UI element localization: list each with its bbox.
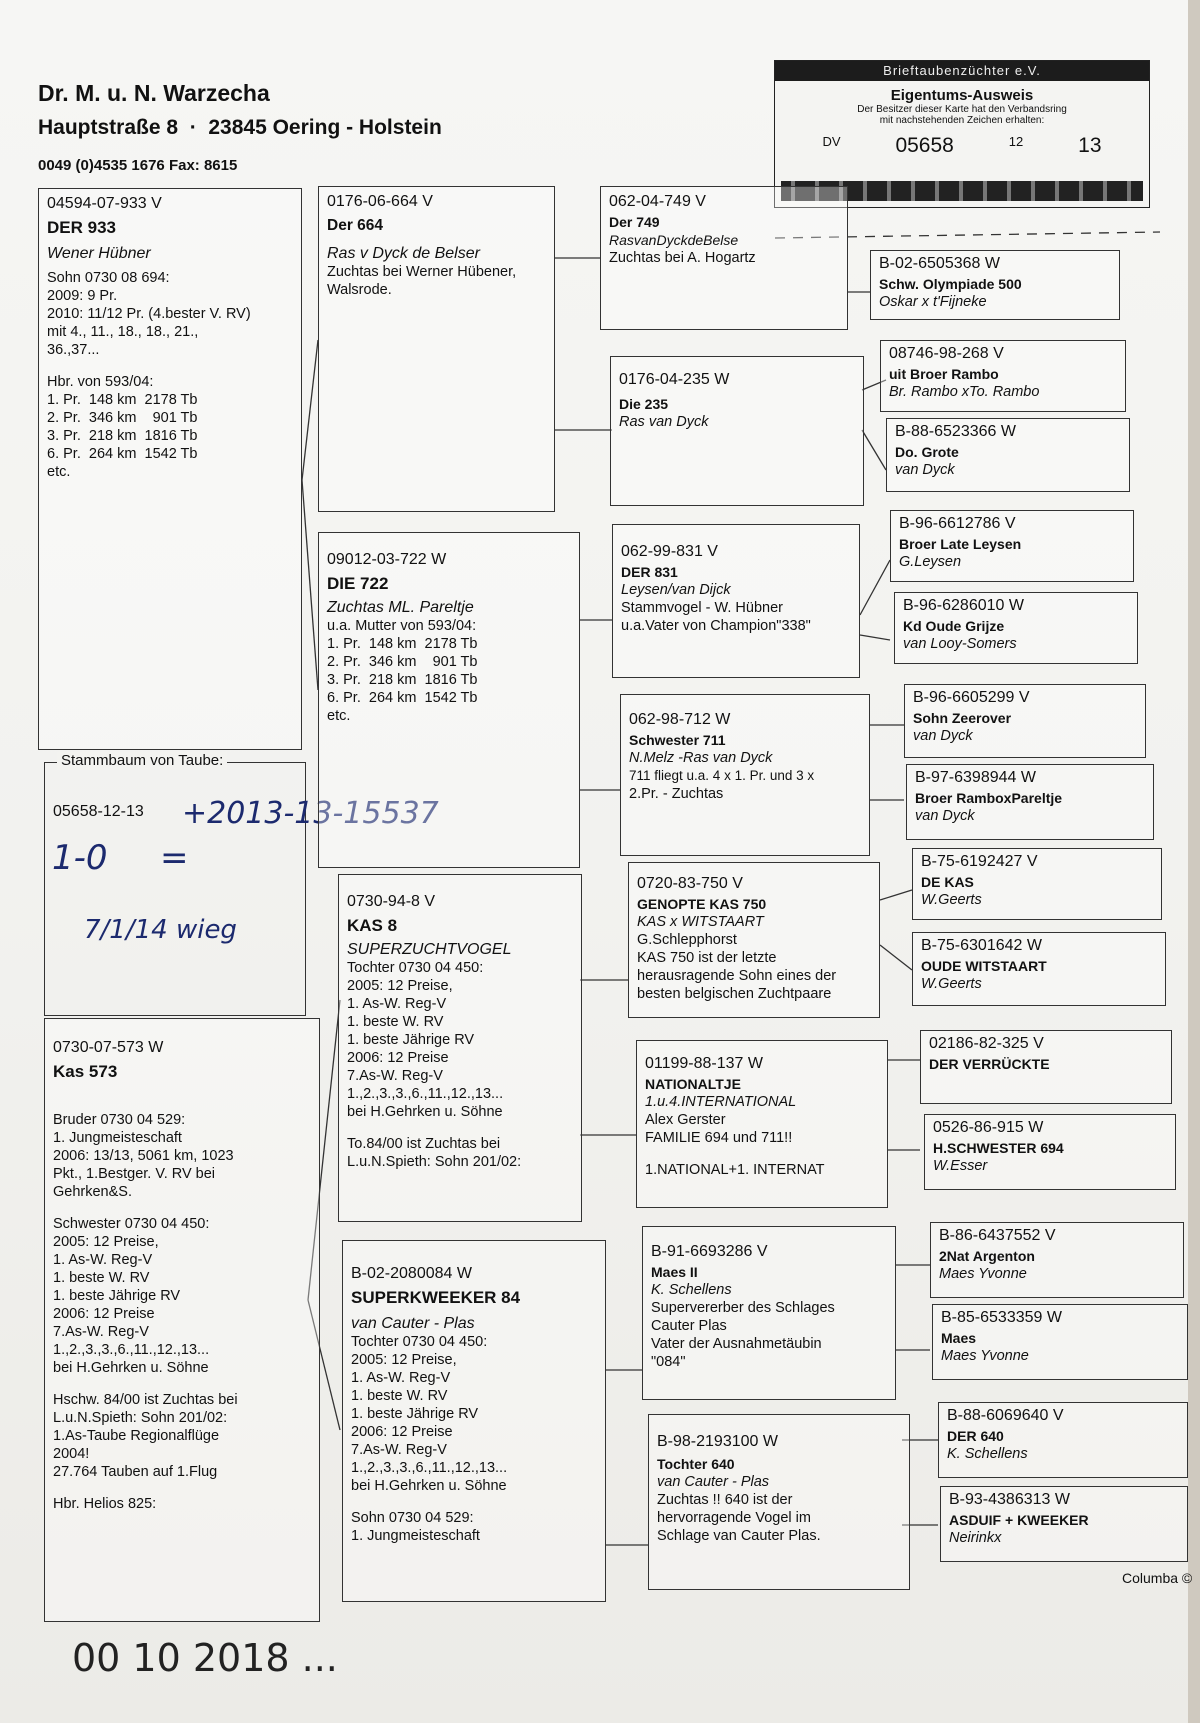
father-line: etc.	[47, 464, 71, 480]
gp-name: KAS 8	[347, 916, 398, 935]
gp-line: bei H.Gehrken u. Söhne	[351, 1478, 507, 1494]
gggp-ring: B-02-6505368 W	[879, 255, 1000, 272]
gggp-name: Maes	[941, 1330, 977, 1346]
gggp-name: 2Nat Argenton	[939, 1248, 1035, 1264]
gp-line: Walsrode.	[327, 282, 392, 298]
gggp-owner: K. Schellens	[947, 1446, 1028, 1462]
stamp-number: 05658	[895, 134, 954, 157]
grandparent-box	[318, 532, 580, 868]
father-line: Sohn 0730 08 694:	[47, 270, 170, 286]
gp-line: To.84/00 ist Zuchtas bei	[347, 1136, 501, 1152]
stamp-subtitle-1: Der Besitzer dieser Karte hat den Verbandsring	[857, 104, 1067, 115]
gp-ring: 09012-03-722 W	[327, 551, 447, 568]
mother-line: 27.764 Tauben auf 1.Flug	[53, 1464, 218, 1480]
ggp-name: Die 235	[619, 396, 669, 412]
ggp-line: KAS 750 ist der letzte	[637, 950, 777, 966]
ggp-ring: B-98-2193100 W	[657, 1433, 778, 1450]
ggp-owner: Leysen/van Dijck	[621, 582, 731, 598]
ggp-line: herausragende Sohn eines der	[637, 968, 837, 984]
great-grandparent-box	[642, 1226, 896, 1400]
gggp-owner: W.Geerts	[921, 892, 982, 908]
grandparent-box	[342, 1240, 606, 1602]
ggg-box	[894, 592, 1138, 664]
gp-line: Tochter 0730 04 450:	[351, 1334, 488, 1350]
grandparent-box	[338, 874, 582, 1222]
ggp-line: G.Schlepphorst	[637, 932, 737, 948]
ggp-name: NATIONALTJE	[645, 1076, 741, 1092]
mother-line: Hbr. Helios 825:	[53, 1496, 157, 1512]
ggg-box	[920, 1030, 1172, 1104]
gggp-name: H.SCHWESTER 694	[933, 1140, 1064, 1156]
great-grandparent-box	[612, 524, 860, 678]
ggg-box	[886, 418, 1130, 492]
stamp-title: Eigentums-Ausweis	[890, 87, 1034, 104]
owner-address: Hauptstraße 8 · 23845 Oering - Holstein	[38, 116, 442, 139]
gp-line: 1.,2.,3.,3.,6.,11.,12.,13...	[351, 1460, 508, 1476]
ggp-name: DER 831	[621, 564, 678, 580]
ggp-name: Der 749	[609, 214, 660, 230]
handwritten-ring-note: +2013-13-15537	[182, 796, 439, 831]
stammbaum-ring: 05658-12-13	[53, 803, 144, 820]
ggp-line: Schlage van Cauter Plas.	[657, 1528, 821, 1544]
great-grandparent-box	[600, 186, 848, 330]
gggp-ring: B-96-6286010 W	[903, 597, 1024, 614]
mother-line: Pkt., 1.Bestger. V. RV bei	[53, 1166, 216, 1182]
ggp-line: Vater der Ausnahmetäubin	[651, 1336, 822, 1352]
gp-line: 6. Pr. 264 km 1542 Tb	[327, 690, 478, 706]
gggp-owner: W.Geerts	[921, 976, 982, 992]
gp-line: 1. beste Jährige RV	[351, 1406, 479, 1422]
ggp-line: Stammvogel - W. Hübner	[621, 600, 783, 616]
mother-line: 2004!	[53, 1446, 90, 1462]
ggp-line: hervorragende Vogel im	[657, 1510, 811, 1526]
gggp-name: Kd Oude Grijze	[903, 618, 1005, 634]
mother-line: Bruder 0730 04 529:	[53, 1112, 186, 1128]
gggp-ring: 0526-86-915 W	[933, 1119, 1044, 1136]
gp-name: DIE 722	[327, 574, 389, 593]
gp-ring: 0730-94-8 V	[347, 893, 436, 910]
stamp-mid: 12	[1008, 134, 1024, 149]
gggp-owner: van Dyck	[895, 462, 955, 478]
gggp-name: Broer Late Leysen	[899, 536, 1022, 552]
gp-line: 1. As-W. Reg-V	[347, 996, 447, 1012]
gggp-ring: B-96-6612786 V	[899, 515, 1016, 532]
father-line: 2. Pr. 346 km 901 Tb	[47, 410, 198, 426]
ggp-owner: van Cauter - Plas	[657, 1474, 770, 1490]
ggp-name: Tochter 640	[657, 1456, 735, 1472]
gggp-ring: B-97-6398944 W	[915, 769, 1036, 786]
ggp-line: Alex Gerster	[645, 1112, 726, 1128]
ggp-line: 1.NATIONAL+1. INTERNAT	[645, 1162, 825, 1178]
gggp-owner: Maes Yvonne	[939, 1266, 1027, 1282]
mother-line: 1. beste W. RV	[53, 1270, 150, 1286]
gp-line: 2006: 12 Preise	[347, 1050, 449, 1066]
ggp-owner: RasvanDyckdeBelse	[609, 232, 739, 248]
handwritten-bottom-note: 00 10 2018 ...	[72, 1636, 338, 1680]
mother-line: 1. beste Jährige RV	[53, 1288, 181, 1304]
ggp-name: Schwester 711	[629, 732, 726, 748]
owner-phone: 0049 (0)4535 1676 Fax: 8615	[38, 157, 238, 174]
gggp-ring: B-93-4386313 W	[949, 1491, 1070, 1508]
gp-line: Zuchtas bei Werner Hübener,	[327, 264, 517, 280]
gggp-ring: 08746-98-268 V	[889, 345, 1004, 362]
gggp-name: DE KAS	[921, 874, 974, 890]
gggp-owner: W.Esser	[933, 1158, 988, 1174]
ggp-line: Supervererber des Schlages	[651, 1300, 835, 1316]
father-name: DER 933	[47, 218, 116, 237]
gp-ring: 0176-06-664 V	[327, 193, 433, 210]
ggp-line: 711 fliegt u.a. 4 x 1. Pr. und 3 x	[629, 768, 815, 783]
ggp-owner: 1.u.4.INTERNATIONAL	[645, 1094, 797, 1110]
ggp-owner: N.Melz -Ras van Dyck	[629, 750, 773, 766]
mother-line: Gehrken&S.	[53, 1184, 132, 1200]
mother-line: Hschw. 84/00 ist Zuchtas bei	[53, 1392, 238, 1408]
gp-line: 2005: 12 Preise,	[347, 978, 453, 994]
father-line: 3. Pr. 218 km 1816 Tb	[47, 428, 198, 444]
gggp-owner: van Looy-Somers	[903, 636, 1017, 652]
ggp-line: "084"	[651, 1354, 686, 1370]
gggp-name: OUDE WITSTAART	[921, 958, 1047, 974]
gp-owner: van Cauter - Plas	[351, 1315, 475, 1332]
great-grandparent-box	[610, 356, 864, 506]
ggp-ring: 0176-04-235 W	[619, 371, 730, 388]
gp-line: 1. Jungmeisteschaft	[351, 1528, 480, 1544]
gp-line: 3. Pr. 218 km 1816 Tb	[327, 672, 478, 688]
ggg-box	[904, 684, 1146, 758]
ggp-owner: K. Schellens	[651, 1282, 732, 1298]
gggp-ring: 02186-82-325 V	[929, 1035, 1044, 1052]
ggp-line: 2.Pr. - Zuchtas	[629, 786, 724, 802]
gggp-owner: van Dyck	[915, 808, 975, 824]
ggp-line: Zuchtas bei A. Hogartz	[609, 250, 756, 266]
gp-line: 1. As-W. Reg-V	[351, 1370, 451, 1386]
gggp-name: DER VERRÜCKTE	[929, 1056, 1050, 1072]
gp-line: 1. beste W. RV	[351, 1388, 448, 1404]
gp-line: 7.As-W. Reg-V	[351, 1442, 447, 1458]
mother-line: L.u.N.Spieth: Sohn 201/02:	[53, 1410, 228, 1426]
gp-line: u.a. Mutter von 593/04:	[327, 618, 477, 634]
ggp-owner: Ras van Dyck	[619, 414, 709, 430]
ggg-box	[932, 1304, 1188, 1380]
gp-line: Tochter 0730 04 450:	[347, 960, 484, 976]
ggp-ring: 062-98-712 W	[629, 711, 731, 728]
ggp-line: Zuchtas !! 640 ist der	[657, 1492, 793, 1508]
ggp-ring: B-91-6693286 V	[651, 1243, 768, 1260]
gp-name: SUPERKWEEKER 84	[351, 1288, 521, 1307]
ggg-box	[912, 932, 1166, 1006]
gggp-owner: Oskar x t'Fijneke	[879, 294, 987, 310]
ggp-line: besten belgischen Zuchtpaare	[637, 986, 832, 1002]
ggp-ring: 062-99-831 V	[621, 543, 718, 560]
father-box	[38, 188, 302, 750]
handwritten-date-note: 7/1/14 wieg	[84, 915, 237, 945]
gp-name: Der 664	[327, 217, 384, 234]
stamp-prefix: DV	[822, 134, 841, 149]
gggp-name: Schw. Olympiade 500	[879, 276, 1022, 292]
gggp-ring: B-96-6605299 V	[913, 689, 1030, 706]
father-line: 36.,37...	[47, 342, 100, 358]
ggp-line: FAMILIE 694 und 711!!	[645, 1130, 793, 1146]
gggp-ring: B-85-6533359 W	[941, 1309, 1062, 1326]
ggp-line: Cauter Plas	[651, 1318, 727, 1334]
father-owner: Wener Hübner	[47, 245, 151, 262]
mother-line: bei H.Gehrken u. Söhne	[53, 1360, 209, 1376]
ggp-name: GENOPTE KAS 750	[637, 896, 767, 912]
gggp-name: DER 640	[947, 1428, 1004, 1444]
father-line: Hbr. von 593/04:	[47, 374, 154, 390]
gggp-ring: B-88-6523366 W	[895, 423, 1016, 440]
gp-line: L.u.N.Spieth: Sohn 201/02:	[347, 1154, 522, 1170]
ggg-box	[930, 1222, 1184, 1298]
ggp-ring: 0720-83-750 V	[637, 875, 743, 892]
gggp-ring: B-88-6069640 V	[947, 1407, 1064, 1424]
gp-owner: Zuchtas ML. Pareltje	[327, 599, 474, 616]
ggg-box	[906, 764, 1154, 840]
grandparent-box	[318, 186, 555, 512]
mother-line: 7.As-W. Reg-V	[53, 1324, 149, 1340]
mother-ring: 0730-07-573 W	[53, 1039, 164, 1056]
ggg-box	[924, 1114, 1176, 1190]
gp-line: 1. Pr. 148 km 2178 Tb	[327, 636, 478, 652]
mother-line: 1. Jungmeisteschaft	[53, 1130, 182, 1146]
gp-ring: B-02-2080084 W	[351, 1265, 472, 1282]
father-line: 2009: 9 Pr.	[47, 288, 118, 304]
great-grandparent-box	[628, 862, 880, 1018]
ggp-line: u.a.Vater von Champion"338"	[621, 618, 811, 634]
gp-line: 2006: 12 Preise	[351, 1424, 453, 1440]
stamp-year: 13	[1078, 134, 1102, 157]
gggp-ring: B-75-6192427 V	[921, 853, 1038, 870]
ggg-box	[938, 1402, 1188, 1478]
gp-line: 2. Pr. 346 km 901 Tb	[327, 654, 478, 670]
gp-line: 1. beste Jährige RV	[347, 1032, 475, 1048]
ggg-box	[940, 1486, 1188, 1562]
ggg-box	[890, 510, 1134, 582]
gggp-owner: Br. Rambo xTo. Rambo	[889, 384, 1040, 400]
mother-line: 1.,2.,3.,3.,6.,11.,12.,13...	[53, 1342, 210, 1358]
gggp-name: Do. Grote	[895, 444, 959, 460]
gp-line: etc.	[327, 708, 351, 724]
owner-name: Dr. M. u. N. Warzecha	[38, 80, 270, 106]
ggp-ring: 062-04-749 V	[609, 193, 706, 210]
father-line: 6. Pr. 264 km 1542 Tb	[47, 446, 198, 462]
gggp-name: Sohn Zeerover	[913, 710, 1012, 726]
mother-line: 2005: 12 Preise,	[53, 1234, 159, 1250]
ggp-name: Maes II	[651, 1264, 698, 1280]
gggp-name: ASDUIF + KWEEKER	[949, 1512, 1089, 1528]
gggp-ring: B-86-6437552 V	[939, 1227, 1056, 1244]
gggp-name: Broer RamboxPareltje	[915, 790, 1063, 806]
ggp-ring: 01199-88-137 W	[645, 1055, 763, 1072]
ggg-box	[880, 340, 1126, 412]
gggp-owner: Maes Yvonne	[941, 1348, 1029, 1364]
mother-line: 2006: 13/13, 5061 km, 1023	[53, 1148, 234, 1164]
columba-brand: Columba ©	[1122, 1570, 1193, 1586]
great-grandparent-box	[648, 1414, 910, 1590]
gp-line: Sohn 0730 04 529:	[351, 1510, 474, 1526]
gggp-owner: van Dyck	[913, 728, 973, 744]
mother-box	[44, 1018, 320, 1622]
handwritten-result: 1-0	[52, 838, 108, 878]
gggp-owner: Neirinkx	[949, 1530, 1002, 1546]
gp-line: 1. beste W. RV	[347, 1014, 444, 1030]
mother-line: 1.As-Taube Regionalflüge	[53, 1428, 220, 1444]
father-line: 1. Pr. 148 km 2178 Tb	[47, 392, 198, 408]
great-grandparent-box	[620, 694, 870, 856]
great-grandparent-box	[636, 1040, 888, 1208]
handwritten-equals: =	[160, 838, 189, 878]
gp-line: bei H.Gehrken u. Söhne	[347, 1104, 503, 1120]
gp-owner: SUPERZUCHTVOGEL	[347, 941, 512, 958]
ggg-box	[912, 848, 1162, 920]
father-line: mit 4., 11., 18., 18., 21.,	[47, 324, 199, 340]
mother-line: 2006: 12 Preise	[53, 1306, 155, 1322]
stamp-association: Brieftaubenzüchter e.V.	[775, 61, 1149, 81]
gggp-ring: B-75-6301642 W	[921, 937, 1042, 954]
ggp-owner: KAS x WITSTAART	[637, 914, 764, 930]
gggp-name: uit Broer Rambo	[889, 366, 999, 382]
gp-line: 2005: 12 Preise,	[351, 1352, 457, 1368]
gp-line: 1.,2.,3.,3.,6.,11.,12.,13...	[347, 1086, 504, 1102]
stamp-subtitle-2: mit nachstehenden Zeichen erhalten:	[879, 115, 1045, 126]
stammbaum-label: Stammbaum von Taube:	[57, 752, 227, 770]
ggg-box	[870, 250, 1120, 320]
gp-line: 7.As-W. Reg-V	[347, 1068, 443, 1084]
mother-name: Kas 573	[53, 1062, 118, 1081]
mother-line: Schwester 0730 04 450:	[53, 1216, 210, 1232]
mother-line: 1. As-W. Reg-V	[53, 1252, 153, 1268]
gp-owner: Ras v Dyck de Belser	[327, 245, 480, 262]
father-line: 2010: 11/12 Pr. (4.bester V. RV)	[47, 306, 251, 322]
gggp-owner: G.Leysen	[899, 554, 962, 570]
father-ring: 04594-07-933 V	[47, 195, 162, 212]
